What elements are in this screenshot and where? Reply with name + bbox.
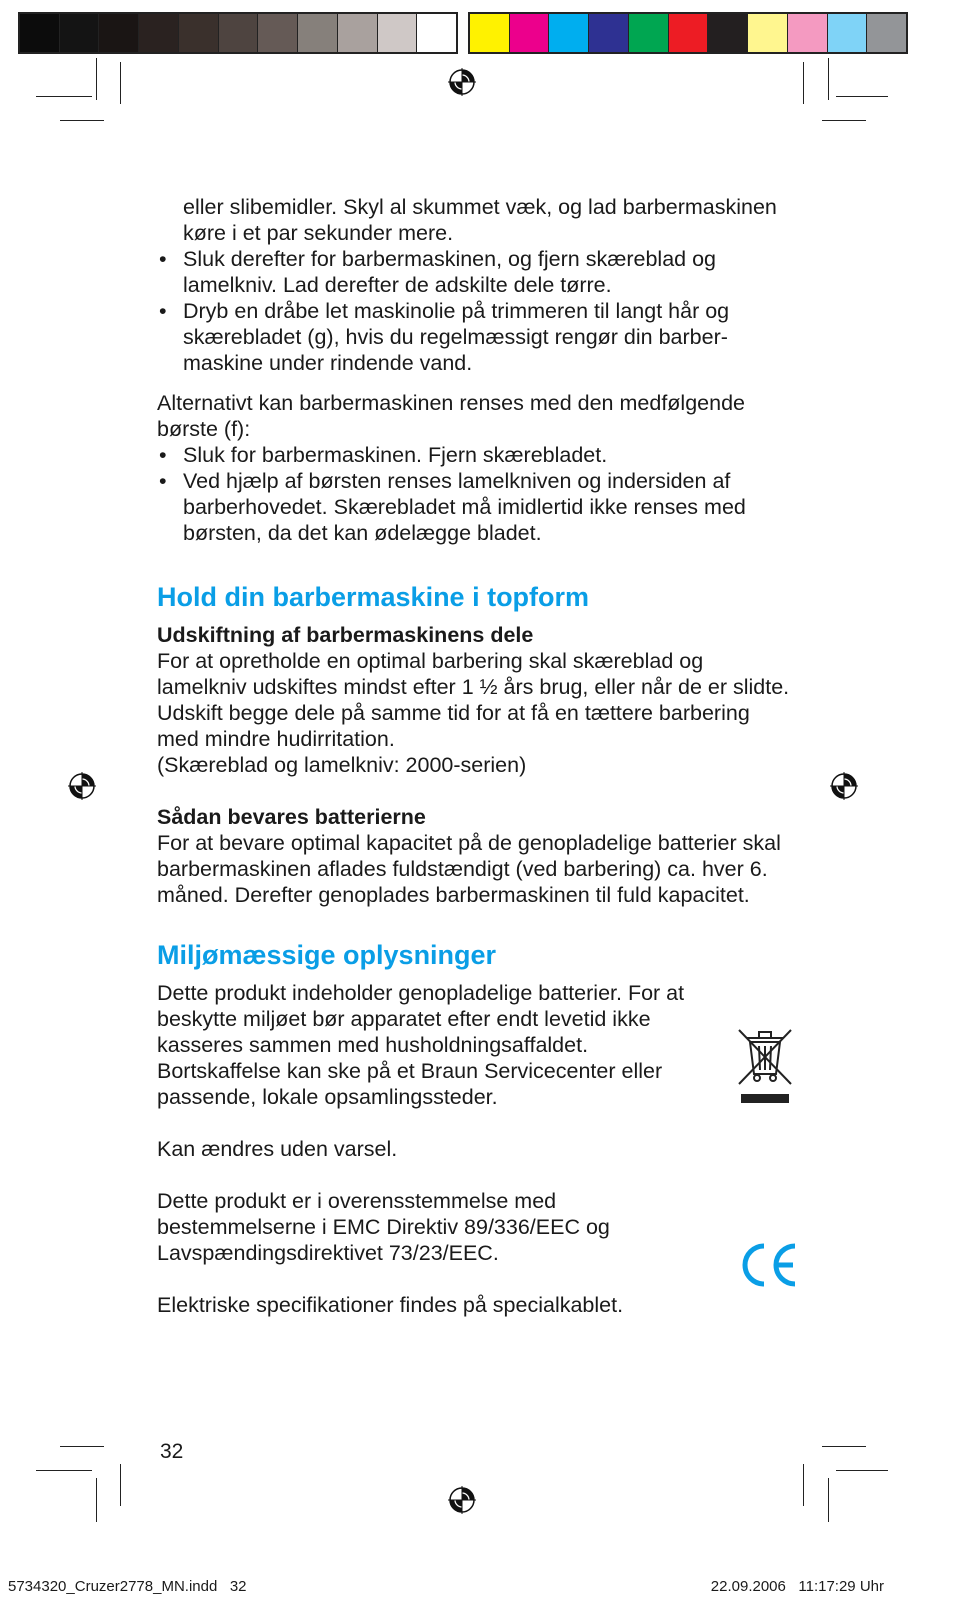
color-swatch <box>470 14 510 52</box>
spec-paragraph: Elektriske specifikationer findes på specialkablet. <box>157 1293 624 1317</box>
change-notice: Kan ændres uden varsel. <box>157 1137 398 1161</box>
crop-mark <box>822 120 866 121</box>
alternative-paragraph: Alternativt kan barbermaskinen renses med den medfølgende børste (f): <box>157 391 745 441</box>
gray-swatch <box>338 14 378 52</box>
parts-paragraph: For at opretholde en optimal barbering skal skæreblad og lamelkniv udskiftes mindst efter 1 ½ års brug, eller når de er slidte. Udskift begge dele på samme tid for at få en tættere barbering med mindre hudirritation. <box>157 649 790 751</box>
color-swatch <box>748 14 788 52</box>
gray-swatch <box>20 14 60 52</box>
list-item: • Dryb en dråbe let maskinolie på trimmeren til langt hår og skærebladet (g), hvis du regelmæssigt rengør din barbermaskine under rindende vand. <box>157 298 797 376</box>
gray-swatch <box>219 14 259 52</box>
color-swatch <box>867 14 906 52</box>
list-item: • Sluk for barbermaskinen. Fjern skærebladet. <box>157 442 797 468</box>
ce-paragraph: Dette produkt er i overensstemmelse med bestemmelserne i EMC Direktiv 89/336/EEC og Lavspændingsdirektivet 73/23/EEC. <box>157 1189 610 1265</box>
section-heading: Hold din barbermaskine i topform <box>157 582 590 612</box>
gray-swatch <box>60 14 100 52</box>
bullet-list <box>157 442 797 546</box>
section-heading: Miljømæssige oplysninger <box>157 940 497 970</box>
gray-swatch <box>378 14 418 52</box>
crop-mark <box>96 1478 97 1522</box>
gray-swatch <box>298 14 338 52</box>
registration-mark-icon <box>448 1486 476 1514</box>
crop-mark <box>36 96 92 97</box>
crop-mark <box>120 1464 121 1506</box>
grayscale-color-bar <box>18 12 458 54</box>
color-swatch <box>549 14 589 52</box>
gray-swatch <box>99 14 139 52</box>
process-color-bar <box>468 12 908 54</box>
environment-paragraph: Dette produkt indeholder genopladelige batterier. For at beskytte miljøet bør apparatet efter endt levetid ikke kasseres sammen med husholdningsaffaldet. Bortskaffelse kan ske på et Braun Servicecenter eller passende, lokale opsamlingssteder. <box>157 981 685 1109</box>
crop-mark <box>120 62 121 104</box>
crop-mark <box>60 1446 104 1447</box>
date-slug: 22.09.2006 11:17:29 Uhr <box>710 1578 884 1595</box>
color-swatch <box>629 14 669 52</box>
crop-mark <box>822 1446 866 1447</box>
battery-paragraph: For at bevare optimal kapacitet på de genopladelige batterier skal barbermaskinen aflades fuldstændigt (ved barbering) ca. hver 6. måned. Derefter genoplades barbermaskinen til fuld kapacitet. <box>157 831 781 907</box>
gray-swatch <box>139 14 179 52</box>
page-content <box>157 194 797 1318</box>
crop-mark <box>828 1478 829 1522</box>
crop-mark <box>803 1464 804 1506</box>
color-swatch <box>828 14 868 52</box>
gray-swatch <box>417 14 456 52</box>
crop-mark <box>836 96 888 97</box>
color-swatch <box>669 14 709 52</box>
crop-mark <box>828 58 829 100</box>
color-swatch <box>510 14 550 52</box>
list-item: • Ved hjælp af børsten renses lamelkniven og indersiden af barberhovedet. Skærebladet må imidlertid ikke renses med børsten, da det kan ødelægge bladet. <box>157 468 797 546</box>
registration-mark-icon <box>68 772 96 800</box>
color-swatch <box>589 14 629 52</box>
gray-swatch <box>258 14 298 52</box>
color-swatch <box>788 14 828 52</box>
page-number: 32 <box>160 1440 184 1463</box>
subheading: Udskiftning af barbermaskinens dele <box>157 623 534 647</box>
subheading: Sådan bevares batterierne <box>157 805 426 829</box>
crop-mark <box>60 120 104 121</box>
bullet-list <box>157 246 797 376</box>
crossed-out-bin-icon <box>735 1024 795 1106</box>
list-item: • Sluk derefter for barbermaskinen, og fjern skæreblad og lamelkniv. Lad derefter de adskilte dele tørre. <box>157 246 797 298</box>
parts-note: (Skæreblad og lamelkniv: 2000-serien) <box>157 753 527 777</box>
continued-paragraph: eller slibemidler. Skyl al skummet væk, og lad barbermaskinen køre i et par sekunder mere. <box>183 195 777 245</box>
file-slug: 5734320_Cruzer2778_MN.indd 32 <box>8 1578 247 1595</box>
gray-swatch <box>179 14 219 52</box>
ce-mark-icon <box>737 1240 799 1290</box>
color-swatch <box>708 14 748 52</box>
crop-mark <box>836 1470 888 1471</box>
registration-mark-icon <box>830 772 858 800</box>
crop-mark <box>96 58 97 100</box>
registration-mark-icon <box>448 68 476 96</box>
crop-mark <box>803 62 804 104</box>
crop-mark <box>36 1470 92 1471</box>
